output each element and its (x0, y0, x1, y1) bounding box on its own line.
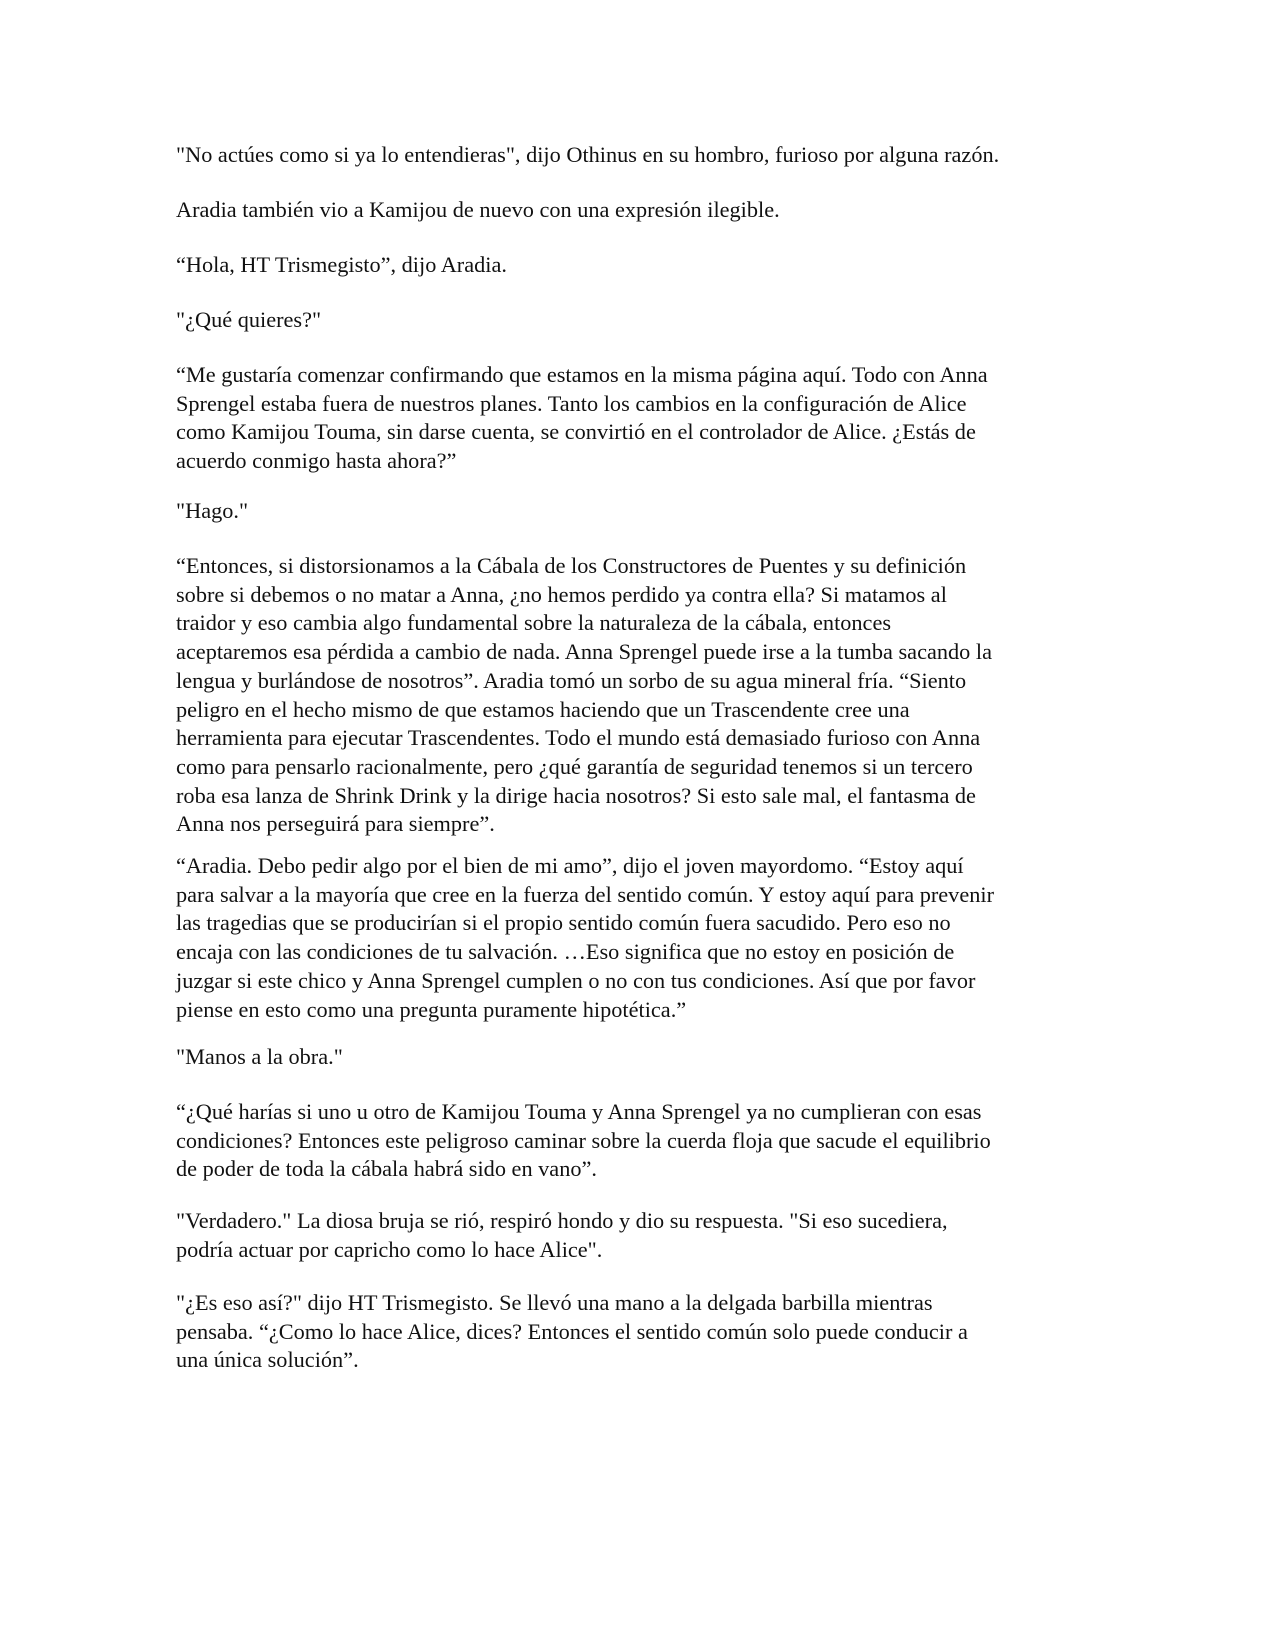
paragraph-7: “Entonces, si distorsionamos a la Cábala de los Constructores de Puentes y su definición sobre si debemos o no matar a Anna, ¿no hemos perdido ya contra ella? Si matamos al traidor y eso cambia algo fundamental sobre la naturaleza de la cábala, entonces aceptaremos esa pérdida a cambio de nada. Anna Sprengel puede irse a la tumba sacando la lengua y burlándose de nosotros”. Aradia tomó un sorbo de su agua mineral fría. “Siento peligro en el hecho mismo de que estamos haciendo que un Trascendente cree una herramienta para ejecutar Trascendentes. Todo el mundo está demasiado furioso con Anna como para pensarlo racionalmente, pero ¿qué garantía de seguridad tenemos si un tercero roba esa lanza de Shrink Drink y la dirige hacia nosotros? Si esto sale mal, el fantasma de Anna nos perseguirá para siempre”. (176, 553, 992, 837)
paragraph-10: “¿Qué harías si uno u otro de Kamijou Touma y Anna Sprengel ya no cumplieran con esas condiciones? Entonces este peligroso caminar sobre la cuerda floja que sacude el equilibrio de poder de toda la cábala habrá sido en vano”. (176, 1099, 991, 1182)
paragraph-12: "¿Es eso así?" dijo HT Trismegisto. Se llevó una mano a la delgada barbilla mientras pensaba. “¿Como lo hace Alice, dices? Entonces el sentido común solo puede conducir a una única solución”. (176, 1290, 968, 1373)
paragraph-4: "¿Qué quieres?" (176, 307, 322, 332)
paragraph-3: “Hola, HT Trismegisto”, dijo Aradia. (176, 252, 507, 277)
paragraph-8: “Aradia. Debo pedir algo por el bien de mi amo”, dijo el joven mayordomo. “Estoy aquí para salvar a la mayoría que cree en la fuerza del sentido común. Y estoy aquí para prevenir las tragedias que se producirían si el propio sentido común fuera sacudido. Pero eso no encaja con las condiciones de tu salvación. …Eso significa que no estoy en posición de juzgar si este chico y Anna Sprengel cumplen o no con tus condiciones. Así que por favor piense en esto como una pregunta puramente hipotética.” (176, 853, 994, 1022)
paragraph-1: "No actúes como si ya lo entendieras", dijo Othinus en su hombro, furioso por alguna razón. (176, 142, 1000, 167)
paragraph-11: "Verdadero." La diosa bruja se rió, respiró hondo y dio su respuesta. "Si eso sucediera, podría actuar por capricho como lo hace Alice". (176, 1208, 948, 1262)
paragraph-6: "Hago." (176, 498, 249, 523)
paragraph-5: “Me gustaría comenzar confirmando que estamos en la misma página aquí. Todo con Anna Sprengel estaba fuera de nuestros planes. Tanto los cambios en la configuración de Alice como Kamijou Touma, sin darse cuenta, se convirtió en el controlador de Alice. ¿Estás de acuerdo conmigo hasta ahora?” (176, 362, 988, 474)
paragraph-9: "Manos a la obra." (176, 1044, 343, 1069)
paragraph-2: Aradia también vio a Kamijou de nuevo con una expresión ilegible. (176, 197, 780, 222)
